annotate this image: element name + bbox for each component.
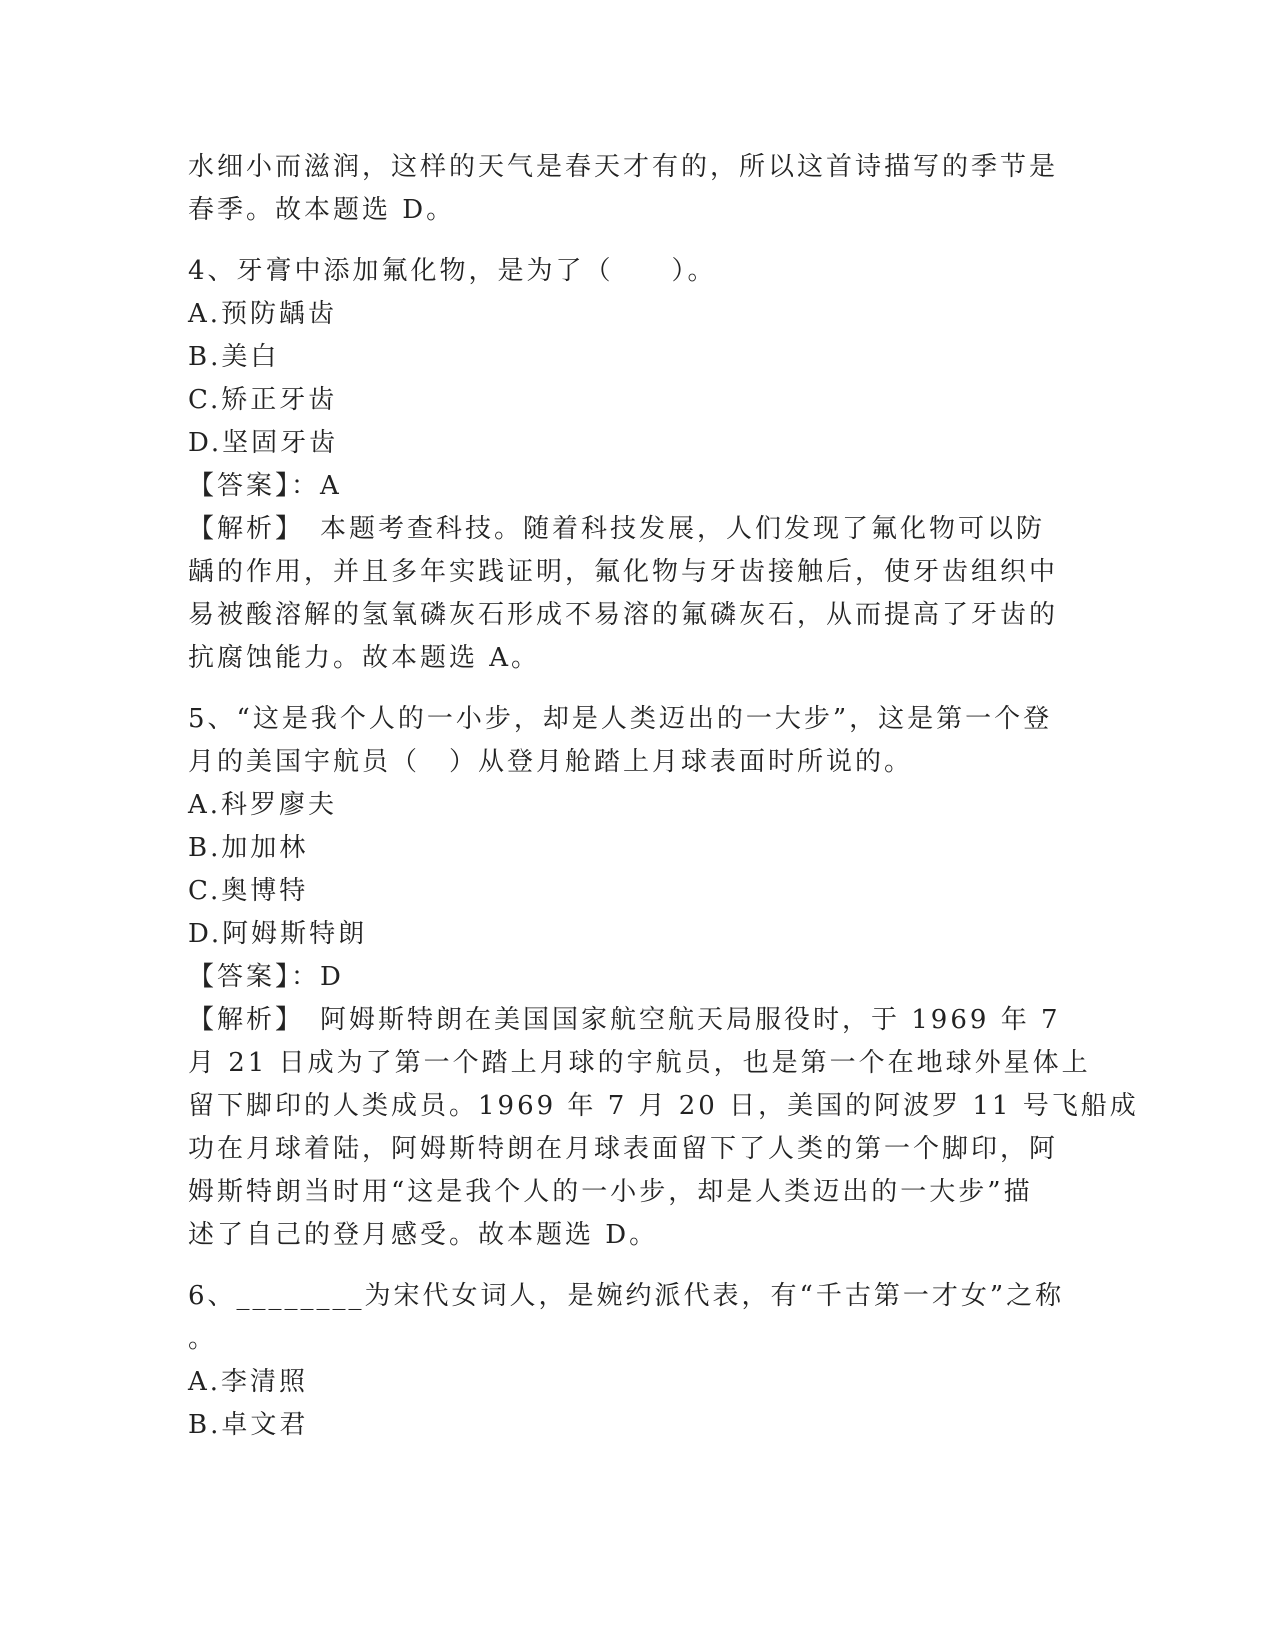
text-line: 【解析】 本题考查科技。随着科技发展，人们发现了氟化物可以防 [188,514,1046,544]
text-line: 月的美国宇航员（ ）从登月舱踏上月球表面时所说的。 [188,747,914,777]
text-line: 姆斯特朗当时用“这是我个人的一小步，却是人类迈出的一大步”描 [188,1177,1033,1207]
answer-line: 【答案】：D [188,962,344,992]
text-line: 龋的作用，并且多年实践证明，氟化物与牙齿接触后，使牙齿组织中 [188,557,1059,587]
option-b: B.美白 [188,342,280,372]
option-a: A.科罗廖夫 [188,790,338,820]
option-a: A.李清照 [188,1367,309,1397]
text-line: 月 21 日成为了第一个踏上月球的宇航员，也是第一个在地球外星体上 [188,1048,1091,1078]
analysis-paragraph [188,508,1088,680]
option-a: A.预防龋齿 [188,299,338,329]
option-d: D.阿姆斯特朗 [188,919,368,949]
answer-line: 【答案】：A [188,471,342,501]
question-4 [188,250,1088,680]
document-page [188,146,1139,1447]
text-line: 【解析】 阿姆斯特朗在美国国家航空航天局服役时，于 1969 年 7 [188,1005,1061,1035]
text-line: 易被酸溶解的氢氧磷灰石形成不易溶的氟磷灰石，从而提高了牙齿的 [188,600,1059,630]
option-b: B.卓文君 [188,1410,309,1440]
text-line: 水细小而滋润，这样的天气是春天才有的，所以这首诗描写的季节是 [188,152,1059,182]
question-stem [188,1275,1088,1361]
analysis-paragraph [188,999,1139,1257]
question-5 [188,698,1139,1257]
text-line: 6、________为宋代女词人，是婉约派代表，有“千古第一才女”之称 [188,1281,1065,1311]
option-b: B.加加林 [188,833,309,863]
text-line: 留下脚印的人类成员。1969 年 7 月 20 日，美国的阿波罗 11 号飞船成 [188,1091,1139,1121]
text-line: 功在月球着陆，阿姆斯特朗在月球表面留下了人类的第一个脚印，阿 [188,1134,1059,1164]
q3-analysis-continuation [188,146,1088,232]
option-c: C.矫正牙齿 [188,385,338,415]
question-stem: 4、牙膏中添加氟化物，是为了（ ）。 [188,256,717,286]
text-line: 述了自己的登月感受。故本题选 D。 [188,1220,659,1250]
text-line: 5、“这是我个人的一小步，却是人类迈出的一大步”，这是第一个登 [188,704,1053,734]
text-line: 春季。故本题选 D。 [188,195,456,225]
text-line: 。 [188,1324,218,1354]
text-line: 抗腐蚀能力。故本题选 A。 [188,643,541,673]
question-6 [188,1275,1088,1447]
option-c: C.奥博特 [188,876,309,906]
option-d: D.坚固牙齿 [188,428,339,458]
question-stem [188,698,1088,784]
